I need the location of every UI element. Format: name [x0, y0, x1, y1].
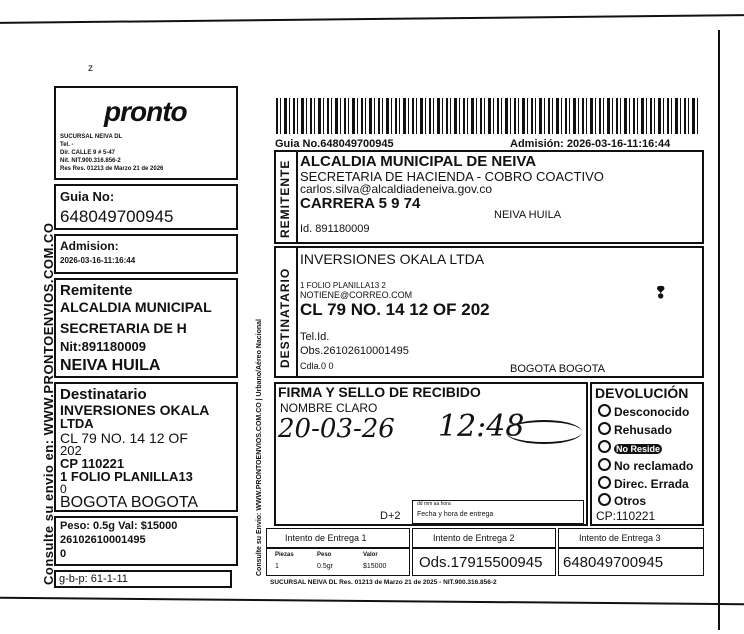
devolucion-cp: CP:110221	[596, 509, 656, 523]
branch-line: Tel. -	[60, 142, 74, 148]
firma-date-handwritten: 20-03-26	[278, 414, 395, 444]
remitente-box	[274, 150, 704, 244]
devolucion-option-selected: No Reside	[598, 440, 662, 455]
destinatario-tel: Tel.Id.	[300, 331, 330, 343]
left-remitente-line: ALCALDIA MUNICIPAL	[60, 299, 212, 315]
fecha-hora-box	[412, 500, 584, 524]
devolucion-title: DEVOLUCIÓN	[595, 385, 689, 401]
intento-label: Intento de Entrega 2	[433, 533, 515, 543]
left-remitente-label: Remitente	[60, 282, 133, 299]
remitente-city: NEIVA HUILA	[494, 209, 562, 221]
ods-value: Ods.17915500945	[419, 554, 543, 571]
piezas-value: 1	[275, 563, 279, 570]
branch-line: Dir. CALLE 9 # 5-47	[60, 150, 116, 156]
destinatario-address: CL 79 NO. 14 12 OF 202	[300, 300, 490, 319]
mark-icon: ❢	[654, 285, 668, 302]
devolucion-option: Desconocido	[598, 404, 689, 419]
remitente-address: CARRERA 5 9 74	[300, 195, 421, 212]
branch-line: Nit. NIT.900.316.856-2	[60, 158, 121, 164]
intento-box	[266, 528, 410, 548]
intento-box	[412, 528, 556, 548]
left-destinatario-line: LTDA	[60, 416, 94, 431]
paper-edge-right	[718, 30, 720, 630]
left-remitente-line: NEIVA HUILA	[60, 357, 161, 374]
peso-line: 0	[60, 548, 67, 560]
remitente-id: Id. 891180009	[300, 223, 370, 235]
remitente-email: carlos.silva@alcaldiadeneiva.gov.co	[300, 182, 493, 196]
valor-label: Valor	[363, 552, 378, 558]
destinatario-cdla: Cdla.0 0	[300, 361, 334, 371]
firma-d2: D+2	[380, 510, 401, 522]
remitente-name: ALCALDIA MUNICIPAL DE NEIVA	[300, 153, 537, 170]
center-side-text: Consulte su Envio: WWW.PRONTOENVIOS.COM.CO | Urbano/Aéreo Nacional	[256, 319, 263, 576]
radio-icon	[598, 404, 611, 417]
signature-scribble	[506, 420, 582, 444]
side-consult-text: Consulte su envio en: WWW.PRONTOENVIOS.COM.CO	[41, 222, 56, 585]
devolucion-option: Otros	[598, 493, 646, 508]
logo-box	[54, 86, 238, 180]
left-destinatario-label: Destinatario	[60, 386, 147, 403]
intento-label: Intento de Entrega 1	[285, 533, 367, 543]
destinatario-label: DESTINATARIO	[278, 267, 292, 368]
code-value: g-b-p: 61-1-11	[59, 573, 128, 585]
peso-label: Peso	[317, 552, 332, 558]
stray-mark: z	[88, 63, 93, 74]
peso-box	[54, 516, 238, 566]
logo: pronto	[104, 96, 187, 127]
destinatario-tab	[276, 248, 298, 376]
radio-icon	[598, 440, 611, 453]
radio-icon	[598, 493, 611, 506]
barcode	[276, 98, 700, 134]
firma-time-handwritten: 12:48	[438, 409, 525, 444]
fecha-fields: dd mm aa hora	[417, 501, 451, 507]
admision-label: Admision:	[60, 239, 119, 253]
valor-value: $15000	[363, 563, 387, 570]
left-destinatario-line: BOGOTA BOGOTA	[60, 494, 199, 511]
radio-icon	[598, 458, 611, 471]
devolucion-option: No reclamado	[598, 458, 693, 473]
left-destinatario-box	[54, 382, 238, 512]
ods-box	[412, 548, 556, 576]
left-destinatario-line: 1 FOLIO PLANILLA13	[60, 469, 193, 484]
radio-icon	[598, 422, 611, 435]
remitente-label: REMITENTE	[278, 159, 292, 238]
left-destinatario-line: INVERSIONES OKALA	[60, 402, 210, 418]
left-destinatario-line: 202	[60, 443, 82, 458]
left-destinatario-line: 0	[60, 482, 67, 496]
remitente-dept: SECRETARIA DE HACIENDA - COBRO COACTIVO	[300, 169, 604, 184]
header-guia: Guia No.648049700945	[275, 138, 394, 150]
guia-value: 648049700945	[60, 207, 174, 226]
left-remitente-box	[54, 278, 238, 378]
radio-icon	[598, 476, 611, 489]
destinatario-folio: 1 FOLIO PLANILLA13 2	[300, 281, 386, 290]
bottom-guia-value: 648049700945	[563, 554, 664, 571]
left-remitente-line: SECRETARIA DE H	[60, 320, 187, 336]
destinatario-email: NOTIENE@CORREO.COM	[300, 290, 413, 300]
branch-line: Res Res. 01213 de Marzo 21 de 2026	[60, 166, 164, 172]
branch-line: SUCURSAL NEIVA DL	[60, 134, 123, 140]
left-destinatario-line: CP 110221	[60, 456, 125, 471]
left-destinatario-line: CL 79 NO. 14 12 OF	[60, 430, 188, 446]
peso-line: 26102610001495	[60, 534, 146, 546]
intento-label: Intento de Entrega 3	[579, 533, 661, 543]
peso-value: 0.5gr	[317, 563, 333, 570]
fecha-caption: Fecha y hora de entrega	[417, 511, 494, 518]
code-box	[54, 570, 232, 588]
firma-title: FIRMA Y SELLO DE RECIBIDO	[278, 384, 481, 400]
firma-box	[274, 382, 588, 526]
bottom-guia-box	[558, 548, 704, 576]
header-admision: Admisión: 2026-03-16-11:16:44	[510, 138, 671, 150]
paper-edge-bottom	[0, 597, 744, 605]
left-remitente-line: Nit:891180009	[60, 339, 147, 354]
admision-box	[54, 234, 238, 274]
peso-line: Peso: 0.5g Val: $15000	[60, 520, 178, 532]
devolucion-option: Rehusado	[598, 422, 672, 437]
guia-box	[54, 184, 238, 230]
guia-label: Guia No:	[60, 189, 115, 204]
admision-value: 2026-03-16-11:16:44	[60, 256, 136, 265]
destinatario-obs: Obs.26102610001495	[300, 345, 409, 357]
destinatario-city: BOGOTA BOGOTA	[510, 363, 605, 375]
destinatario-box	[274, 246, 704, 378]
destinatario-name: INVERSIONES OKALA LTDA	[300, 251, 485, 267]
remitente-tab	[276, 152, 298, 242]
paper-edge-top	[0, 14, 744, 24]
firma-nombre: NOMBRE CLARO	[280, 401, 378, 415]
footer-text: SUCURSAL NEIVA DL Res. 01213 de Marzo 21 de 2025 - NIT.900.316.856-2	[270, 579, 497, 586]
intento-box	[558, 528, 704, 548]
devolucion-box	[590, 382, 704, 526]
piezas-label: Piezas	[275, 552, 294, 558]
devolucion-option: Direc. Errada	[598, 476, 689, 491]
piezas-box	[266, 548, 410, 576]
